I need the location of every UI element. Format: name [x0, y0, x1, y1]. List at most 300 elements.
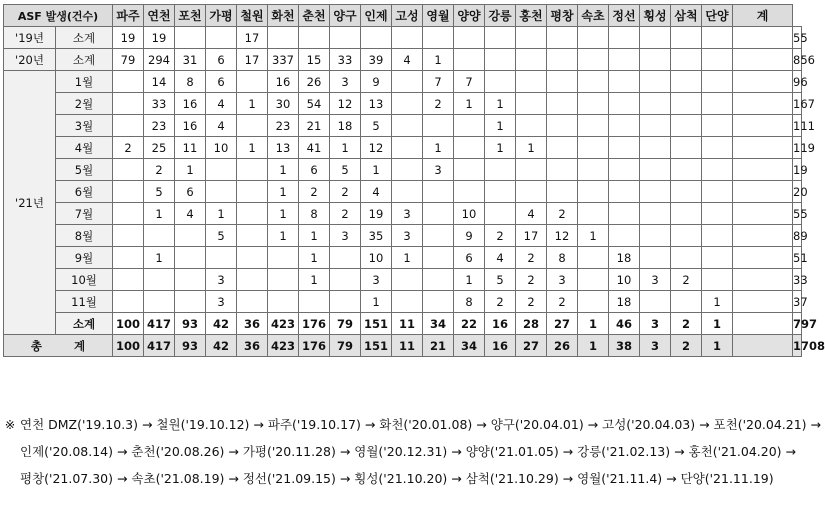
- data-cell: [454, 137, 485, 159]
- data-cell: 30: [268, 93, 299, 115]
- data-cell: [206, 159, 237, 181]
- data-cell: [392, 93, 423, 115]
- data-cell: [640, 203, 671, 225]
- table-row: [4, 93, 802, 115]
- header-cell: 계: [733, 5, 793, 27]
- data-cell: [392, 115, 423, 137]
- data-cell: 151: [361, 313, 392, 335]
- data-cell: [299, 291, 330, 313]
- data-cell: 4: [516, 203, 547, 225]
- data-cell: 31: [175, 49, 206, 71]
- data-cell: [330, 27, 361, 49]
- data-cell: 19: [361, 203, 392, 225]
- data-cell: 9: [454, 225, 485, 247]
- table-row: [4, 159, 802, 181]
- data-cell: 1: [578, 225, 609, 247]
- data-cell: 1: [454, 93, 485, 115]
- header-cell: 단양: [702, 5, 733, 27]
- data-cell: 1: [423, 137, 454, 159]
- data-cell: 23: [268, 115, 299, 137]
- data-cell: [702, 49, 733, 71]
- data-cell: [733, 71, 793, 93]
- data-cell: [609, 203, 640, 225]
- row-total: 33: [793, 269, 802, 291]
- data-cell: [113, 115, 144, 137]
- data-cell: 19: [113, 27, 144, 49]
- data-cell: 4: [485, 247, 516, 269]
- data-cell: [454, 115, 485, 137]
- row-total: 55: [793, 203, 802, 225]
- data-cell: [516, 93, 547, 115]
- data-cell: 13: [268, 137, 299, 159]
- data-cell: [113, 247, 144, 269]
- data-cell: [175, 269, 206, 291]
- data-cell: [609, 159, 640, 181]
- table-row: [4, 115, 802, 137]
- period-label: 3월: [56, 115, 113, 137]
- data-cell: [113, 225, 144, 247]
- header-cell: 영월: [423, 5, 454, 27]
- asf-outbreak-table: [3, 4, 825, 357]
- data-cell: [392, 159, 423, 181]
- data-cell: [733, 93, 793, 115]
- row-total: 856: [793, 49, 802, 71]
- period-label: 2월: [56, 93, 113, 115]
- data-cell: [237, 71, 268, 93]
- data-cell: 11: [392, 335, 423, 357]
- data-cell: 1: [268, 225, 299, 247]
- data-cell: 1: [702, 291, 733, 313]
- data-cell: [516, 49, 547, 71]
- data-cell: [640, 137, 671, 159]
- data-cell: [113, 269, 144, 291]
- data-cell: 12: [330, 93, 361, 115]
- data-cell: [547, 71, 578, 93]
- year-label: '20년: [4, 49, 56, 71]
- data-cell: [423, 269, 454, 291]
- data-cell: 3: [330, 225, 361, 247]
- table-row: [4, 137, 802, 159]
- data-cell: [578, 269, 609, 291]
- table-row: [4, 247, 802, 269]
- data-cell: [454, 181, 485, 203]
- data-cell: [175, 27, 206, 49]
- data-cell: 4: [206, 93, 237, 115]
- data-cell: 3: [547, 269, 578, 291]
- data-cell: [268, 269, 299, 291]
- data-cell: [392, 137, 423, 159]
- data-cell: [609, 225, 640, 247]
- header-cell: 포천: [175, 5, 206, 27]
- note-line-3: 평창('21.07.30) → 속초('21.08.19) → 정선('21.09.15) → 횡성('21.10.20) → 삼척('21.10.29) → 영월('21.11.4) → 단양('21.11.19): [20, 471, 774, 486]
- data-cell: [702, 269, 733, 291]
- table-row: [4, 49, 802, 71]
- data-cell: [206, 181, 237, 203]
- data-cell: [733, 115, 793, 137]
- data-cell: [113, 181, 144, 203]
- data-cell: [237, 159, 268, 181]
- data-cell: [671, 291, 702, 313]
- data-cell: 176: [299, 313, 330, 335]
- data-cell: [423, 225, 454, 247]
- data-cell: [578, 27, 609, 49]
- data-cell: 6: [206, 49, 237, 71]
- data-cell: 176: [299, 335, 330, 357]
- grand-total-value: 1708: [793, 335, 802, 357]
- period-label: 소계: [56, 49, 113, 71]
- data-cell: [640, 93, 671, 115]
- period-label: 4월: [56, 137, 113, 159]
- data-cell: [237, 203, 268, 225]
- data-cell: 1: [206, 203, 237, 225]
- table-row: [4, 313, 802, 335]
- data-cell: 19: [144, 27, 175, 49]
- data-cell: 27: [516, 335, 547, 357]
- header-cell: 고성: [392, 5, 423, 27]
- data-cell: 23: [144, 115, 175, 137]
- period-label: 7월: [56, 203, 113, 225]
- row-total: 167: [793, 93, 802, 115]
- header-cell: 춘천: [299, 5, 330, 27]
- data-cell: 1: [361, 291, 392, 313]
- data-cell: 1: [144, 203, 175, 225]
- data-cell: 79: [330, 313, 361, 335]
- header-cell: 연천: [144, 5, 175, 27]
- data-cell: 1: [392, 247, 423, 269]
- data-cell: 5: [330, 159, 361, 181]
- data-cell: [392, 269, 423, 291]
- data-cell: 100: [113, 313, 144, 335]
- data-cell: [237, 269, 268, 291]
- data-cell: 1: [299, 269, 330, 291]
- data-cell: 2: [113, 137, 144, 159]
- data-cell: 1: [485, 93, 516, 115]
- data-cell: 12: [547, 225, 578, 247]
- data-cell: 14: [144, 71, 175, 93]
- data-cell: 3: [640, 269, 671, 291]
- data-cell: [671, 27, 702, 49]
- data-cell: 28: [516, 313, 547, 335]
- data-cell: 1: [237, 137, 268, 159]
- data-cell: [206, 247, 237, 269]
- data-cell: [702, 203, 733, 225]
- data-cell: [640, 181, 671, 203]
- data-cell: [578, 49, 609, 71]
- data-cell: [392, 71, 423, 93]
- data-cell: [578, 203, 609, 225]
- data-cell: 1: [237, 93, 268, 115]
- data-cell: 42: [206, 313, 237, 335]
- data-cell: 9: [361, 71, 392, 93]
- data-cell: 2: [516, 247, 547, 269]
- period-label: 8월: [56, 225, 113, 247]
- data-cell: 11: [392, 313, 423, 335]
- data-cell: [423, 247, 454, 269]
- data-cell: [144, 291, 175, 313]
- header-cell: 가평: [206, 5, 237, 27]
- data-cell: 1: [578, 313, 609, 335]
- data-cell: [516, 159, 547, 181]
- data-cell: [671, 159, 702, 181]
- data-cell: [454, 49, 485, 71]
- row-total: 37: [793, 291, 802, 313]
- data-cell: 3: [330, 71, 361, 93]
- data-cell: 26: [299, 71, 330, 93]
- table-row: [4, 269, 802, 291]
- data-cell: [175, 247, 206, 269]
- data-cell: [516, 115, 547, 137]
- data-cell: [702, 225, 733, 247]
- data-cell: [609, 93, 640, 115]
- header-cell: 양양: [454, 5, 485, 27]
- data-cell: 337: [268, 49, 299, 71]
- data-cell: 8: [299, 203, 330, 225]
- data-cell: [671, 49, 702, 71]
- data-cell: 10: [454, 203, 485, 225]
- data-cell: [485, 159, 516, 181]
- data-cell: 5: [361, 115, 392, 137]
- data-cell: [609, 27, 640, 49]
- data-cell: [609, 71, 640, 93]
- data-cell: 2: [144, 159, 175, 181]
- data-cell: 2: [671, 313, 702, 335]
- data-cell: [392, 181, 423, 203]
- period-label: 10월: [56, 269, 113, 291]
- data-cell: [547, 159, 578, 181]
- data-cell: [299, 27, 330, 49]
- row-total: 51: [793, 247, 802, 269]
- note-line-1: ※ 연천 DMZ('19.10.3) → 철원('19.10.12) → 파주('19.10.17) → 화천('20.01.08) → 양구('20.04.01) → 고성('20.04.03) → 포천('20.04.21) →: [0, 411, 806, 438]
- data-cell: 1: [454, 269, 485, 291]
- data-cell: [206, 27, 237, 49]
- header-cell: 인제: [361, 5, 392, 27]
- data-cell: [578, 115, 609, 137]
- data-cell: 6: [299, 159, 330, 181]
- data-cell: 21: [299, 115, 330, 137]
- data-cell: [113, 93, 144, 115]
- table-row: [4, 225, 802, 247]
- data-cell: [671, 247, 702, 269]
- header-cell: 횡성: [640, 5, 671, 27]
- period-label: 소계: [56, 313, 113, 335]
- data-cell: 2: [330, 181, 361, 203]
- header-cell: 삼척: [671, 5, 702, 27]
- data-cell: 16: [485, 335, 516, 357]
- data-cell: 1: [702, 313, 733, 335]
- data-cell: 2: [299, 181, 330, 203]
- data-cell: 2: [485, 291, 516, 313]
- data-cell: 6: [175, 181, 206, 203]
- data-cell: [547, 115, 578, 137]
- data-cell: 36: [237, 313, 268, 335]
- data-cell: 18: [330, 115, 361, 137]
- header-cell: 강릉: [485, 5, 516, 27]
- data-cell: [733, 225, 793, 247]
- data-cell: [702, 115, 733, 137]
- data-cell: [423, 291, 454, 313]
- data-cell: 16: [268, 71, 299, 93]
- data-cell: 5: [485, 269, 516, 291]
- data-cell: 8: [547, 247, 578, 269]
- data-cell: [671, 115, 702, 137]
- data-cell: 10: [361, 247, 392, 269]
- data-cell: [237, 115, 268, 137]
- data-cell: [423, 27, 454, 49]
- table-row: [4, 71, 802, 93]
- data-cell: [423, 115, 454, 137]
- data-cell: [640, 291, 671, 313]
- header-cell: 화천: [268, 5, 299, 27]
- data-cell: 1: [175, 159, 206, 181]
- data-cell: [423, 203, 454, 225]
- data-cell: 1: [485, 115, 516, 137]
- data-cell: 42: [206, 335, 237, 357]
- data-cell: 13: [361, 93, 392, 115]
- data-cell: [640, 159, 671, 181]
- data-cell: 34: [454, 335, 485, 357]
- data-cell: [392, 291, 423, 313]
- data-cell: 6: [454, 247, 485, 269]
- data-cell: 5: [144, 181, 175, 203]
- data-cell: 35: [361, 225, 392, 247]
- data-cell: 79: [113, 49, 144, 71]
- data-cell: 93: [175, 313, 206, 335]
- data-cell: [640, 49, 671, 71]
- note-line-2: 인제('20.08.14) → 춘천('20.08.26) → 가평('20.11.28) → 영월('20.12.31) → 양양('21.01.05) → 강릉('21.02.13) → 홍천('21.04.20) →: [20, 444, 796, 459]
- table-row: [4, 27, 802, 49]
- data-cell: [733, 159, 793, 181]
- data-cell: [578, 181, 609, 203]
- data-cell: 10: [609, 269, 640, 291]
- data-cell: [547, 137, 578, 159]
- data-cell: [547, 27, 578, 49]
- data-cell: 33: [144, 93, 175, 115]
- data-cell: [113, 203, 144, 225]
- data-cell: [640, 27, 671, 49]
- data-cell: [361, 27, 392, 49]
- data-cell: [733, 313, 793, 335]
- row-total: 797: [793, 313, 802, 335]
- data-cell: [733, 203, 793, 225]
- data-cell: [268, 27, 299, 49]
- header-corner: ASF 발생(건수): [4, 5, 113, 27]
- data-cell: 34: [423, 313, 454, 335]
- data-cell: 3: [206, 269, 237, 291]
- data-cell: [423, 181, 454, 203]
- data-cell: [578, 71, 609, 93]
- data-cell: 2: [423, 93, 454, 115]
- row-total: 111: [793, 115, 802, 137]
- data-cell: 294: [144, 49, 175, 71]
- data-cell: [733, 137, 793, 159]
- data-cell: 100: [113, 335, 144, 357]
- data-cell: 2: [547, 291, 578, 313]
- data-cell: [609, 49, 640, 71]
- data-cell: [578, 159, 609, 181]
- data-cell: 2: [485, 225, 516, 247]
- data-cell: 1: [268, 159, 299, 181]
- data-cell: [671, 203, 702, 225]
- data-cell: 7: [454, 71, 485, 93]
- data-cell: [237, 225, 268, 247]
- data-cell: [578, 137, 609, 159]
- period-label: 6월: [56, 181, 113, 203]
- data-cell: 2: [547, 203, 578, 225]
- data-cell: 18: [609, 291, 640, 313]
- data-cell: 7: [423, 71, 454, 93]
- data-cell: 39: [361, 49, 392, 71]
- data-cell: [702, 181, 733, 203]
- data-cell: [237, 247, 268, 269]
- data-cell: 18: [609, 247, 640, 269]
- header-cell: 양구: [330, 5, 361, 27]
- row-total: 55: [793, 27, 802, 49]
- data-cell: [640, 115, 671, 137]
- data-cell: 1: [702, 335, 733, 357]
- data-cell: 33: [330, 49, 361, 71]
- data-cell: 46: [609, 313, 640, 335]
- data-cell: [547, 93, 578, 115]
- data-cell: [516, 27, 547, 49]
- spread-timeline-note: [0, 411, 821, 492]
- data-cell: 8: [454, 291, 485, 313]
- data-cell: [671, 71, 702, 93]
- data-cell: 3: [392, 225, 423, 247]
- data-cell: [516, 181, 547, 203]
- data-cell: [702, 247, 733, 269]
- row-total: 96: [793, 71, 802, 93]
- grand-total-row: [4, 335, 802, 357]
- data-cell: 12: [361, 137, 392, 159]
- data-cell: 93: [175, 335, 206, 357]
- data-cell: [609, 115, 640, 137]
- data-cell: [144, 225, 175, 247]
- data-cell: [702, 137, 733, 159]
- period-label: 5월: [56, 159, 113, 181]
- data-cell: [330, 269, 361, 291]
- data-cell: 17: [516, 225, 547, 247]
- data-cell: 417: [144, 335, 175, 357]
- data-cell: 2: [516, 269, 547, 291]
- data-cell: [485, 27, 516, 49]
- header-row: [4, 5, 802, 27]
- row-total: 20: [793, 181, 802, 203]
- data-cell: [733, 269, 793, 291]
- data-cell: 22: [454, 313, 485, 335]
- header-cell: 정선: [609, 5, 640, 27]
- data-cell: [547, 181, 578, 203]
- data-cell: [485, 203, 516, 225]
- data-cell: [113, 291, 144, 313]
- table-row: [4, 291, 802, 313]
- data-cell: 3: [640, 335, 671, 357]
- data-cell: 3: [206, 291, 237, 313]
- data-cell: 1: [361, 159, 392, 181]
- data-cell: [485, 49, 516, 71]
- data-cell: [733, 27, 793, 49]
- data-cell: [640, 225, 671, 247]
- grand-total-label: 총 계: [4, 335, 113, 357]
- data-cell: 17: [237, 49, 268, 71]
- data-cell: [454, 159, 485, 181]
- data-cell: 4: [392, 49, 423, 71]
- data-cell: [609, 181, 640, 203]
- data-cell: [454, 27, 485, 49]
- data-cell: 3: [640, 313, 671, 335]
- data-cell: 4: [175, 203, 206, 225]
- data-cell: 1: [330, 137, 361, 159]
- data-cell: 1: [423, 49, 454, 71]
